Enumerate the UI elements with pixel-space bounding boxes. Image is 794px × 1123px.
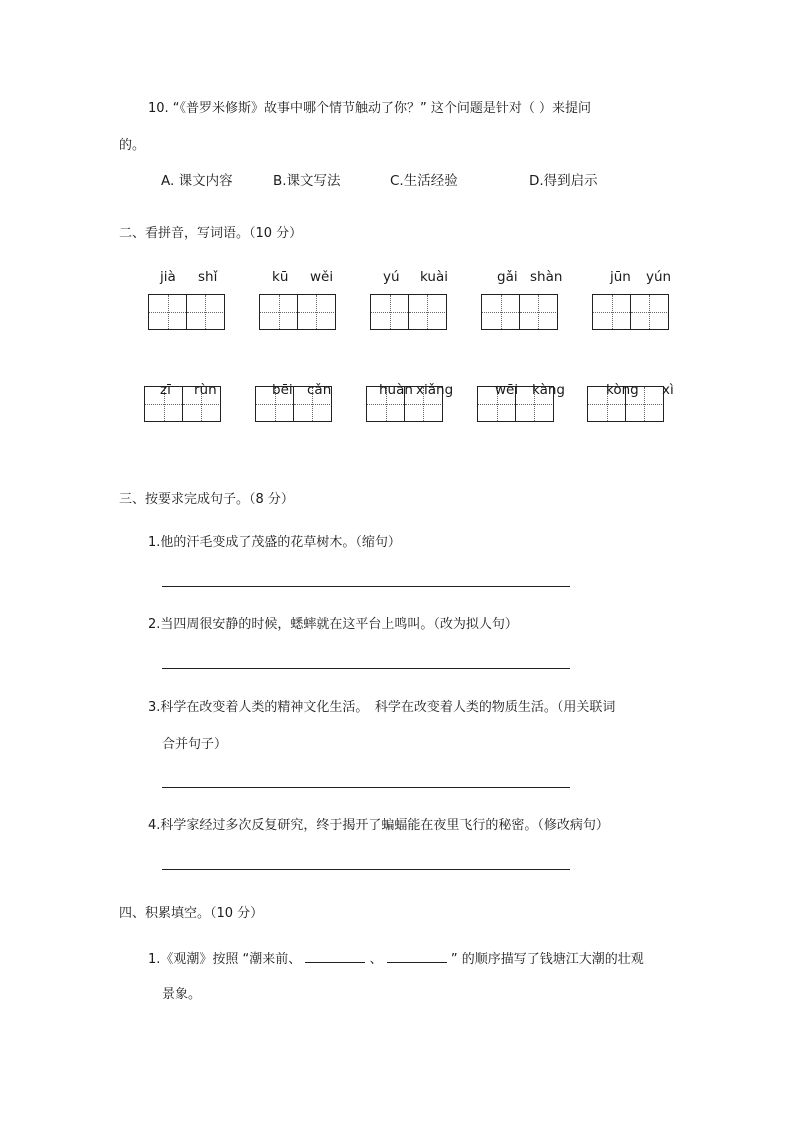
answer-line[interactable] bbox=[162, 586, 570, 587]
q10-option-b: B.课文写法 bbox=[273, 173, 341, 189]
q10-option-d: D.得到启示 bbox=[529, 173, 598, 189]
pinyin: kòng bbox=[606, 382, 639, 398]
writing-box[interactable] bbox=[481, 294, 558, 330]
pinyin: rùn bbox=[194, 382, 217, 398]
section4-item-1-start: 1.《观潮》按照 “潮来前、 bbox=[148, 952, 302, 967]
section3-item-3: 3.科学在改变着人类的精神文化生活。 科学在改变着人类的物质生活。（用关联词 bbox=[148, 700, 616, 715]
pinyin: kàng bbox=[532, 382, 565, 398]
section4-item-1 bbox=[148, 950, 644, 968]
q10-option-c: C.生活经验 bbox=[390, 173, 458, 189]
q10-line1: 10. “《普罗米修斯》故事中哪个情节触动了你？” 这个问题是针对（ ）来提问 bbox=[148, 101, 592, 116]
section4-item-1-cont: 景象。 bbox=[162, 987, 202, 1002]
pinyin: wěi bbox=[310, 269, 334, 285]
fill-blank[interactable] bbox=[387, 950, 447, 963]
pinyin: jūn bbox=[610, 269, 631, 285]
writing-box[interactable] bbox=[370, 294, 447, 330]
pinyin: huàn bbox=[379, 382, 413, 398]
fill-blank[interactable] bbox=[305, 950, 365, 963]
answer-line[interactable] bbox=[162, 668, 570, 669]
pinyin: cǎn bbox=[307, 382, 332, 398]
pinyin: wēi bbox=[495, 382, 519, 398]
section2-title: 二、看拼音，写词语。（10 分） bbox=[119, 226, 303, 241]
q10-option-a: A. 课文内容 bbox=[161, 173, 233, 189]
pinyin: shàn bbox=[530, 269, 563, 285]
writing-box[interactable] bbox=[148, 294, 225, 330]
section4-title: 四、积累填空。（10 分） bbox=[119, 906, 264, 921]
pinyin: kū bbox=[272, 269, 289, 285]
section3-item-1: 1.他的汗毛变成了茂盛的花草树木。（缩句） bbox=[148, 535, 401, 550]
answer-line[interactable] bbox=[162, 787, 570, 788]
section3-title: 三、按要求完成句子。（8 分） bbox=[119, 492, 294, 507]
pinyin: shǐ bbox=[198, 269, 218, 285]
pinyin: zī bbox=[160, 382, 171, 398]
separator: 、 bbox=[369, 952, 383, 967]
section3-item-3-cont: 合并句子） bbox=[162, 737, 228, 752]
pinyin: bēi bbox=[272, 382, 293, 398]
pinyin: jià bbox=[160, 269, 176, 285]
pinyin: xiǎng bbox=[416, 382, 454, 398]
section4-item-1-end: ” 的顺序描写了钱塘江大潮的壮观 bbox=[450, 952, 644, 967]
section3-item-2: 2.当四周很安静的时候，蟋蟀就在这平台上鸣叫。（改为拟人句） bbox=[148, 617, 518, 632]
pinyin: yún bbox=[646, 269, 672, 285]
answer-line[interactable] bbox=[162, 869, 570, 870]
pinyin: yú bbox=[383, 269, 400, 285]
pinyin: xì bbox=[662, 382, 674, 398]
section3-item-4: 4.科学家经过多次反复研究，终于揭开了蝙蝠能在夜里飞行的秘密。（修改病句） bbox=[148, 818, 609, 833]
writing-box[interactable] bbox=[592, 294, 669, 330]
q10-line2: 的。 bbox=[119, 138, 146, 153]
pinyin: gǎi bbox=[497, 269, 518, 285]
pinyin: kuài bbox=[420, 269, 448, 285]
writing-box[interactable] bbox=[259, 294, 336, 330]
